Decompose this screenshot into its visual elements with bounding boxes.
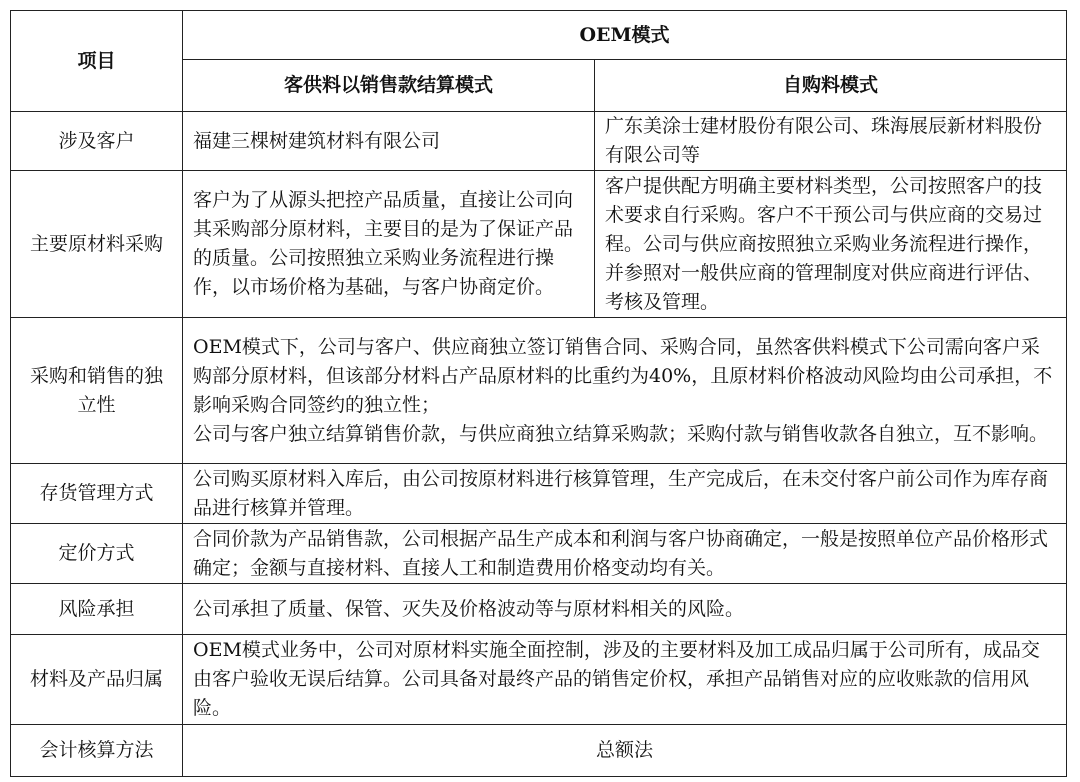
subheader-col2 bbox=[595, 60, 1067, 112]
row-label-text: 采购和销售的独立性 bbox=[29, 364, 163, 416]
row-label-text: 存货管理方式 bbox=[39, 482, 154, 504]
header-row-top bbox=[11, 11, 1067, 60]
cell-text: 公司购买原材料入库后，由公司按原材料进行核算管理，生产完成后，在未交付客户前公司作为库存商品进行核算并管理。 bbox=[193, 467, 1049, 519]
cell-customers-col1 bbox=[183, 112, 595, 171]
row-ownership bbox=[11, 635, 1067, 725]
cell-accounting bbox=[183, 725, 1067, 777]
oem-comparison-table bbox=[10, 10, 1067, 777]
paragraph: OEM模式下，公司与客户、供应商独立签订销售合同、采购合同，虽然客供料模式下公司需向客户采购部分原材料，但该部分材料占产品原材料的比重约为40%，且原材料价格波动风险均由公司承担，不影响采购合同签约的独立性； bbox=[193, 335, 1053, 416]
paragraph: 公司与客户独立结算销售价款，与供应商独立结算采购款；采购付款与销售收款各自独立，互不影响。 bbox=[193, 422, 1049, 445]
oem-header-label: OEM模式 bbox=[579, 23, 670, 46]
row-pricing bbox=[11, 524, 1067, 584]
cell-text: 福建三棵树建筑材料有限公司 bbox=[193, 129, 441, 152]
item-header-label: 项目 bbox=[77, 49, 116, 72]
cell-pricing bbox=[183, 524, 1067, 584]
cell-text: 总额法 bbox=[596, 739, 654, 761]
cell-text: 广东美涂士建材股份有限公司、珠海展辰新材料股份有限公司等 bbox=[605, 115, 1043, 166]
cell-procurement-col2 bbox=[595, 171, 1067, 318]
cell-text: OEM模式业务中，公司对原材料实施全面控制，涉及的主要材料及加工成品归属于公司所有，成品交由客户验收无误后结算。公司具备对最终产品的销售定价权，承担产品销售对应的应收账款的信用风险。 bbox=[193, 639, 1040, 719]
row-label bbox=[11, 318, 183, 464]
subheader-col1-label: 客供料以销售款结算模式 bbox=[283, 74, 493, 96]
cell-text: 合同价款为产品销售款，公司根据产品生产成本和利润与客户协商确定，一般是按照单位产品价格形式确定；金额与直接材料、直接人工和制造费用价格变动均有关。 bbox=[193, 527, 1049, 579]
item-header bbox=[11, 11, 183, 112]
row-label-text: 风险承担 bbox=[58, 597, 135, 620]
row-inventory bbox=[11, 464, 1067, 524]
row-procurement bbox=[11, 171, 1067, 318]
row-risk bbox=[11, 584, 1067, 635]
row-label-text: 定价方式 bbox=[58, 542, 135, 564]
row-label-text: 主要原材料采购 bbox=[29, 232, 163, 255]
row-label-text: 会计核算方法 bbox=[39, 739, 154, 761]
subheader-col1 bbox=[183, 60, 595, 112]
cell-ownership bbox=[183, 635, 1067, 725]
row-label bbox=[11, 635, 183, 725]
row-label-text: 材料及产品归属 bbox=[29, 668, 163, 690]
cell-text: 公司承担了质量、保管、灭失及价格波动等与原材料相关的风险。 bbox=[193, 597, 745, 620]
row-label bbox=[11, 584, 183, 635]
cell-text: 客户为了从源头把控产品质量，直接让公司向其采购部分原材料，主要目的是为了保证产品的质量。公司按照独立采购业务流程进行操作，以市场价格为基础，与客户协商定价。 bbox=[193, 189, 574, 298]
row-label bbox=[11, 725, 183, 777]
cell-independence bbox=[183, 318, 1067, 464]
row-label bbox=[11, 171, 183, 318]
oem-header bbox=[183, 11, 1067, 60]
row-label-text: 涉及客户 bbox=[58, 129, 135, 152]
row-label bbox=[11, 112, 183, 171]
row-independence bbox=[11, 318, 1067, 464]
cell-procurement-col1 bbox=[183, 171, 595, 318]
cell-customers-col2 bbox=[595, 112, 1067, 171]
row-label bbox=[11, 524, 183, 584]
row-label bbox=[11, 464, 183, 524]
cell-inventory bbox=[183, 464, 1067, 524]
cell-risk bbox=[183, 584, 1067, 635]
row-accounting bbox=[11, 725, 1067, 777]
row-customers bbox=[11, 112, 1067, 171]
subheader-col2-label: 自购料模式 bbox=[783, 74, 879, 96]
cell-text: 客户提供配方明确主要材料类型，公司按照客户的技术要求自行采购。客户不干预公司与供应商的交易过程。公司与供应商按照独立采购业务流程进行操作，并参照对一般供应商的管理制度对供应商进行评估、考核及管理。 bbox=[605, 174, 1043, 313]
